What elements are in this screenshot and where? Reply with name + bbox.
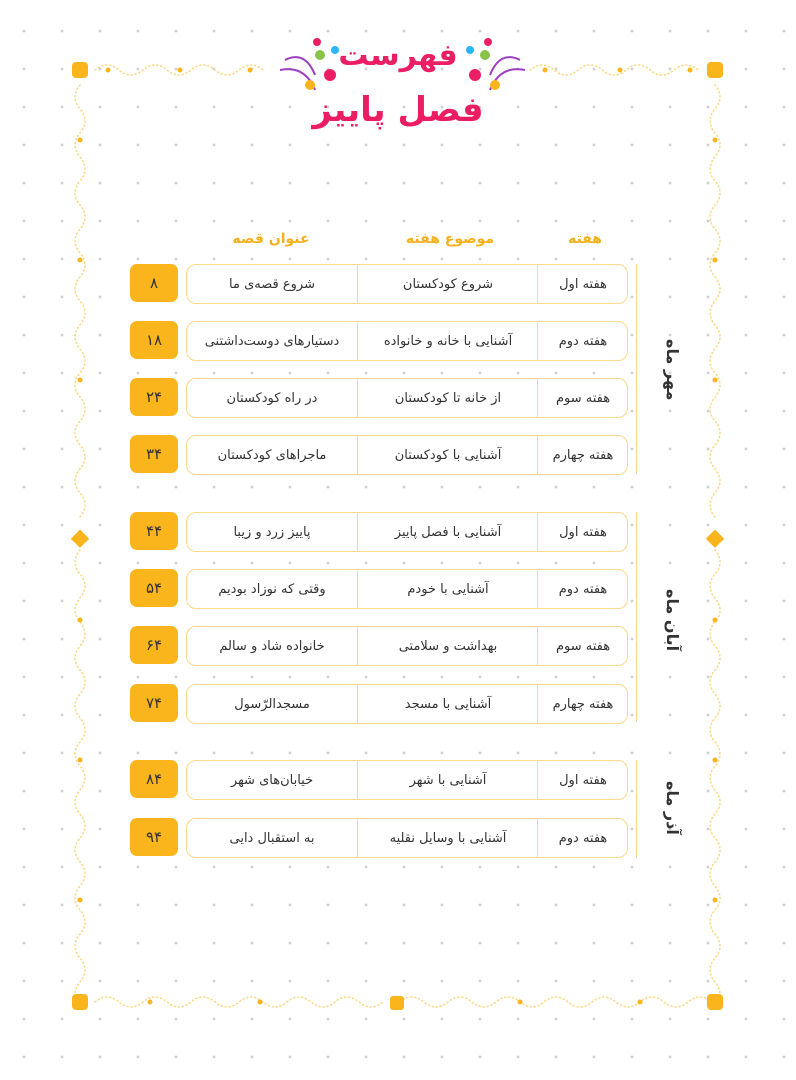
week-topic: از خانه تا کودکستان	[357, 379, 538, 417]
story-title: مسجدالرّسول	[234, 696, 310, 712]
toc-row	[130, 569, 628, 609]
page-number: ۹۴	[130, 818, 178, 856]
week-topic: شروع کودکستان	[357, 265, 538, 303]
story-title: پاییز زرد و زیبا	[233, 524, 311, 540]
week-topic: آشنایی با کودکستان	[357, 436, 538, 474]
row-box	[186, 264, 628, 304]
week-topic: بهداشت و سلامتی	[357, 627, 538, 665]
toc-row	[130, 760, 628, 800]
row-box	[186, 321, 628, 361]
toc-row	[130, 378, 628, 418]
row-box	[186, 435, 628, 475]
week-label: هفته دوم	[537, 570, 628, 608]
story-title: وقتی که نوزاد بودیم	[218, 581, 326, 597]
week-label: هفته دوم	[537, 819, 628, 857]
toc-row	[130, 626, 628, 666]
page-number: ۶۴	[130, 626, 178, 664]
toc-row	[130, 435, 628, 475]
week-label: هفته اول	[537, 513, 628, 551]
page-number: ۷۴	[130, 684, 178, 722]
week-topic: آشنایی با فصل پاییز	[357, 513, 538, 551]
story-title: خیابان‌های شهر	[230, 772, 314, 788]
header-story: عنوان قصه	[232, 231, 310, 247]
month-label: آذر ماه	[663, 781, 682, 835]
week-label: هفته چهارم	[537, 436, 628, 474]
toc-row	[130, 321, 628, 361]
page-number: ۴۴	[130, 512, 178, 550]
page-number: ۳۴	[130, 435, 178, 473]
story-title: شروع قصه‌ی ما	[229, 276, 315, 292]
page-number: ۸	[130, 264, 178, 302]
week-label: هفته اول	[537, 265, 628, 303]
week-topic: آشنایی با خانه و خانواده	[357, 322, 538, 360]
title-line-2: فصل پاییز	[312, 90, 484, 130]
month-label: آبان ماه	[663, 588, 682, 652]
row-box	[186, 512, 628, 552]
week-label: هفته اول	[537, 761, 628, 799]
header-topic: موضوع هفته	[405, 231, 495, 247]
page-number: ۸۴	[130, 760, 178, 798]
page-number: ۱۸	[130, 321, 178, 359]
week-topic: آشنایی با شهر	[357, 761, 538, 799]
story-title: دستیارهای دوست‌داشتنی	[204, 333, 340, 349]
month-label: مهر ماه	[663, 339, 682, 401]
row-box	[186, 626, 628, 666]
toc-row	[130, 684, 628, 724]
page-number: ۵۴	[130, 569, 178, 607]
toc-row	[130, 264, 628, 304]
week-label: هفته دوم	[537, 322, 628, 360]
page-number: ۲۴	[130, 378, 178, 416]
header-week: هفته	[568, 231, 602, 247]
row-box	[186, 818, 628, 858]
row-box	[186, 378, 628, 418]
row-box	[186, 684, 628, 724]
week-label: هفته سوم	[537, 379, 628, 417]
week-topic: آشنایی با وسایل نقلیه	[357, 819, 538, 857]
week-label: هفته چهارم	[537, 685, 628, 723]
toc-row	[130, 818, 628, 858]
title-line-1: فهرست	[338, 38, 458, 73]
week-topic: آشنایی با مسجد	[357, 685, 538, 723]
story-title: به استقبال دایی	[229, 830, 315, 846]
week-label: هفته سوم	[537, 627, 628, 665]
story-title: در راه کودکستان	[226, 390, 318, 406]
story-title: خانواده شاد و سالم	[219, 638, 325, 654]
story-title: ماجراهای کودکستان	[217, 447, 327, 463]
row-box	[186, 569, 628, 609]
toc-row	[130, 512, 628, 552]
week-topic: آشنایی با خودم	[357, 570, 538, 608]
row-box	[186, 760, 628, 800]
